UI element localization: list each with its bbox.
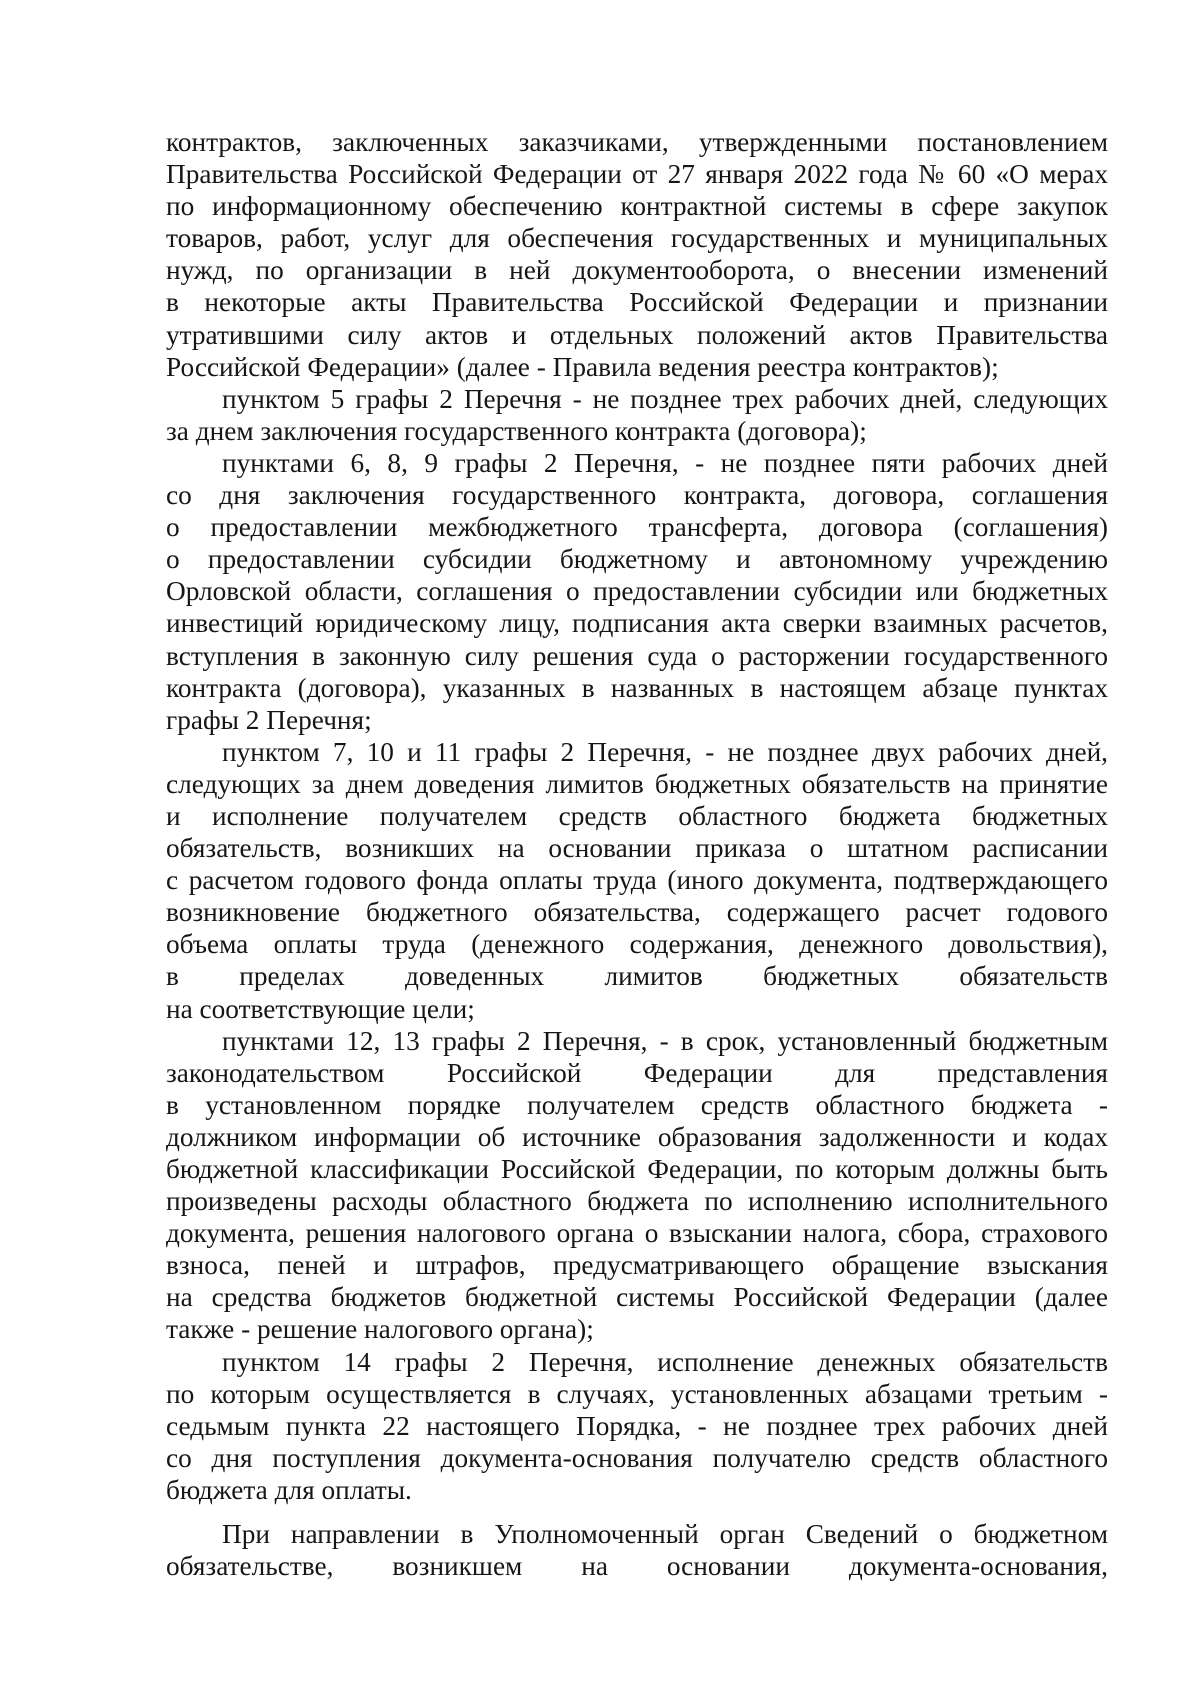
text-line: седьмым пункта 22 настоящего Порядка, - не позднее трех рабочих дней bbox=[166, 1410, 1108, 1441]
text-line: по информационному обеспечению контрактной системы в сфере закупок bbox=[166, 191, 1108, 222]
text-line: также - решение налогового органа); bbox=[166, 1314, 594, 1345]
text-line: в пределах доведенных лимитов бюджетных обязательств bbox=[166, 961, 1108, 992]
text-line: пунктами 6, 8, 9 графы 2 Перечня, - не позднее пяти рабочих дней bbox=[222, 447, 1108, 478]
text-line: пунктом 14 графы 2 Перечня, исполнение денежных обязательств bbox=[222, 1346, 1108, 1377]
text-line: бюджетной классификации Российской Федерации, по которым должны быть bbox=[166, 1154, 1108, 1184]
text-line: на средства бюджетов бюджетной системы Российской Федерации (далее bbox=[166, 1282, 1108, 1313]
text-line: обязательств, возникших на основании приказа о штатном расписании bbox=[166, 833, 1108, 864]
text-line: законодательством Российской Федерации для представления bbox=[166, 1057, 1108, 1088]
text-line: взноса, пеней и штрафов, предусматривающего обращение взыскания bbox=[166, 1250, 1108, 1281]
text-line: о предоставлении межбюджетного трансферта, договора (соглашения) bbox=[166, 512, 1108, 543]
text-line: контрактов, заключенных заказчиками, утвержденными постановлением bbox=[166, 127, 1108, 157]
text-line: за днем заключения государственного контракта (договора); bbox=[166, 415, 867, 446]
text-line: графы 2 Перечня; bbox=[166, 704, 372, 735]
text-line: бюджета для оплаты. bbox=[166, 1474, 412, 1505]
text-line: товаров, работ, услуг для обеспечения государственных и муниципальных bbox=[166, 223, 1108, 254]
text-line: произведены расходы областного бюджета по исполнению исполнительного bbox=[166, 1186, 1108, 1217]
text-line: по которым осуществляется в случаях, установленных абзацами третьим - bbox=[166, 1378, 1108, 1409]
text-line: обязательстве, возникшем на основании документа-основания, bbox=[166, 1551, 1108, 1582]
text-line: Российской Федерации» (далее - Правила ведения реестра контрактов); bbox=[166, 351, 999, 382]
text-line: пунктами 12, 13 графы 2 Перечня, - в срок, установленный бюджетным bbox=[222, 1025, 1108, 1056]
text-line: контракта (договора), указанных в названных в настоящем абзаце пунктах bbox=[166, 672, 1108, 703]
text-line: следующих за днем доведения лимитов бюджетных обязательств на принятие bbox=[166, 768, 1108, 799]
text-line: инвестиций юридическому лицу, подписания акта сверки взаимных расчетов, bbox=[166, 608, 1108, 639]
text-line: Орловской области, соглашения о предоставлении субсидии или бюджетных bbox=[166, 576, 1108, 607]
paragraph-gap bbox=[166, 1506, 1108, 1518]
text-line: на соответствующие цели; bbox=[166, 993, 475, 1024]
text-line: пунктом 5 графы 2 Перечня - не позднее трех рабочих дней, следующих bbox=[222, 383, 1108, 414]
text-line: вступления в законную силу решения суда о расторжении государственного bbox=[166, 640, 1108, 671]
text-line: объема оплаты труда (денежного содержания, денежного довольствия), bbox=[166, 929, 1108, 960]
text-line: При направлении в Уполномоченный орган Сведений о бюджетном bbox=[222, 1519, 1108, 1550]
text-line: возникновение бюджетного обязательства, содержащего расчет годового bbox=[166, 897, 1108, 928]
text-line: документа, решения налогового органа о взыскании налога, сбора, страхового bbox=[166, 1218, 1108, 1249]
text-line: Правительства Российской Федерации от 27 января 2022 года № 60 «О мерах bbox=[166, 159, 1108, 190]
text-line: пунктом 7, 10 и 11 графы 2 Перечня, - не позднее двух рабочих дней, bbox=[222, 736, 1108, 767]
text-line: и исполнение получателем средств областного бюджета бюджетных bbox=[166, 800, 1108, 831]
text-line: утратившими силу актов и отдельных положений актов Правительства bbox=[166, 319, 1108, 350]
text-line: со дня заключения государственного контракта, договора, соглашения bbox=[166, 480, 1108, 511]
text-line: о предоставлении субсидии бюджетному и автономному учреждению bbox=[166, 544, 1108, 575]
text-line: должником информации об источнике образования задолженности и кодах bbox=[166, 1121, 1108, 1152]
document-body-text bbox=[166, 126, 1108, 1582]
text-line: со дня поступления документа-основания получателю средств областного bbox=[166, 1442, 1108, 1473]
text-line: с расчетом годового фонда оплаты труда (иного документа, подтверждающего bbox=[166, 865, 1108, 896]
text-line: в установленном порядке получателем средств областного бюджета - bbox=[166, 1089, 1108, 1120]
text-line: в некоторые акты Правительства Российской Федерации и признании bbox=[166, 287, 1108, 318]
text-line: нужд, по организации в ней документооборота, о внесении изменений bbox=[166, 255, 1108, 286]
